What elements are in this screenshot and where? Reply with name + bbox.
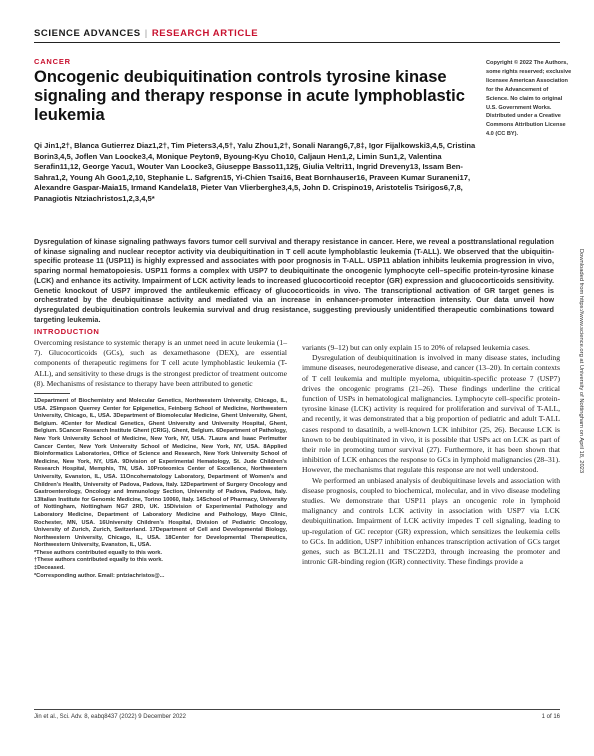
page-number: 1 of 16	[541, 714, 560, 720]
abstract: Dysregulation of kinase signaling pathways favors tumor cell survival and therapy resistance in cancer. Here, we reveal a posttranslational regulation of kinase signaling and nuclear receptor activity via deubiquitination in T cell acute lymphoblastic leukemia (T-ALL). We observed that the ubiquitin-specific protease 11 (USP11) is highly expressed and associates with poor prognosis in T-ALL. USP11 ablation inhibits leukemia progression in vivo, sparing normal hematopoiesis. USP11 forms a complex with USP7 to deubiquitinate the oncogenic lymphocyte cell–specific protein-tyrosine kinase (LCK) and enhance its activity. Impairment of LCK activity leads to increased glucocorticoid receptor (GR) expression and glucocorticoids sensitivity. Genetic knockout of USP7 improved the antileukemic efficacy of glucocorticoids in vivo. The transcriptional activation of GR target genes is orchestrated by the deubiquitinase activity and mediated via an increase in enhancer-promoter interaction intensity. Our data unveil how dysregulated deubiquitination controls leukemia survival and drug resistance, suggesting previously unidentified therapeutic combinations toward targeting leukemia.	[34, 237, 554, 324]
author-list: Qi Jin1,2†, Blanca Gutierrez Diaz1,2†, Tim Pieters3,4,5†, Yalu Zhou1,2†, Sonali Narang6,7,8‡, Igor Fijalkowski3,4,5, Cristina Borin3,4,5, Joflen Van Loocke3,4, Monique Peyton9, Byoung-Kyu Cho10, Caljaun Hen1,2, Limin Sun1,2, Valentina Serafin11,12, George Yacu1, Wouter Van Loocke3, Giuseppe Basso11,12§, Giulia Veltri11, Ingrid Dreveny13, Issam Ben-Sahra1,2, Young Ah Goo1,2,10, Stephanie L. Safgren15, Yi-Chien Tsai16, Beat Bornhauser16, Praveen Kumar Suraneni17, Alexandre Gaspar-Maia15, Irmand Kandela18, Pieter Van Vlierberghe3,4,5, John D. Crispino19, Aristotelis Tsirigos6,7,8, Panagiotis Ntziachristos1,2,3,4,5*	[34, 141, 476, 203]
article-section: RESEARCH ARTICLE	[151, 28, 259, 39]
body-paragraph: Dysregulation of deubiquitination is involved in many disease states, including immune diseases, neurodegenerative disease, and cancer (13–20). In certain contexts of T cell leukemia and multiple myeloma, ubiquitin-specific protease 7 (USP7) drives the oncogenic programs (21–26). These findings underline the critical function of USPs in hematological malignancies. Lymphocyte cell–specific protein-tyrosine kinase (LCK) activity is required for proliferation and survival of T-ALL, and recently, it was demonstrated that a big proportion of pediatric and adult T-ALL cases respond to dasatinib, a well-known LCK inhibitor (25, 26). Because LCK is known to be deubiquitinated in vivo, it is possible that USPs act on LCK as part of their role in promoting tumor survival (27). Furthermore, it has been shown that inhibition of LCK enhances the response to GCs in lymphoid malignancies (28–31). However, the mechanisms that regulate this response are not well understood.	[302, 353, 560, 475]
footer-citation: Jin et al., Sci. Adv. 8, eabq8437 (2022) 9 December 2022	[34, 714, 186, 720]
body-paragraph: variants (9–12) but can only explain 15 to 20% of relapsed leukemia cases.	[302, 343, 530, 352]
affiliations-rule	[34, 393, 70, 394]
affiliations	[34, 398, 287, 580]
download-watermark-text: Downloaded from https://www.science.org at University of Nottingham on April 18, 2023	[578, 248, 584, 474]
corresponding-author: *Corresponding author. Email: pntziachristos@...	[34, 572, 165, 579]
footer-rule	[34, 709, 560, 710]
affiliation-list: 1Department of Biochemistry and Molecular Genetics, Northwestern University, Chicago, IL, USA. 2Simpson Querrey Center for Epigenetics, Feinberg School of Medicine, Northwestern University, Chicago, IL, USA. 3Department of Biomolecular Medicine, Ghent University, Ghent, Belgium. 4Center for Medical Genetics, Ghent University and University Hospital, Ghent, Belgium. 5Cancer Research Institute Ghent (CRIG), Ghent, Belgium. 6Department of Pathology, New York University School of Medicine, New York, NY, USA. 7Laura and Isaac Perlmutter Cancer Center, New York University School of Medicine, New York, NY, USA. 8Applied Bioinformatics Laboratories, Office of Science and Research, New York University School of Medicine, New York, NY, USA. 9Division of Experimental Hematology, St. Jude Children's Research Hospital, Memphis, TN, USA. 10Proteomics Center of Excellence, Northwestern University, Evanston, IL, USA. 11Oncohematology Laboratory, Department of Women's and Children's Health, University of Padova, Padova, Italy. 12Department of Surgery Oncology and Gastroenterology, Oncology and Immunology Section, University of Padova, Padova, Italy. 13Italian Institute for Genomic Medicine, Torino 10060, Italy. 14School of Pharmacy, University of Nottingham, Nottingham NG7 2RD, UK. 15Division of Experimental Pathology and Laboratory Medicine, Department of Laboratory Medicine and Pathology, Mayo Clinic, Rochester, MN, USA. 16University Children's Hospital, Division of Pediatric Oncology, University of Zurich, Zurich, Switzerland. 17Department of Cell and Developmental Biology, Northwestern University, Chicago, IL, USA. 18Center for Developmental Therapeutics, Northwestern University, Evanston, IL, USA.	[34, 398, 287, 549]
journal-name: SCIENCE ADVANCES	[34, 28, 141, 39]
body-paragraph: We performed an unbiased analysis of deubiquitinase levels and association with disease prognosis, coupled to biochemical, molecular, and in vivo disease modeling studies. We demonstrate that USP11 plays an oncogenic role in lymphoid malignancy and controls LCK activity in association with USP7 via LCK deubiquitination. Impairment of LCK activity impedes T cell signaling, leading to up-regulation of GC receptor (GR) expression, which sensitizes the leukemia cells to GCs. In addition, USP7 inhibition enhances transcription activation of GCs target genes, such as BCL2L11 and TSC22D3, through increasing the promoter and intronic GR-binding region (IGR) connectivity. These findings provide a	[302, 475, 560, 567]
intro-heading: INTRODUCTION	[34, 327, 100, 336]
journal-header	[34, 28, 258, 39]
header-separator: |	[144, 28, 148, 39]
intro-paragraph: Overcoming resistance to systemic therapy is an unmet need in acute leukemia (1–7). Glucocorticoids (GCs), such as dexamethasone (DEX), are essential components of therapeutic regimens for T cell acute lymphoblastic leukemia (T-ALL), and sensitivity to these drugs is the strongest predictor of treatment outcome (8). Mechanisms of resistance to therapy have been attributed to genetic	[34, 338, 287, 388]
header-rule	[34, 42, 560, 43]
download-watermark	[574, 150, 586, 580]
left-column	[34, 327, 287, 580]
right-column	[302, 343, 560, 567]
copyright-notice: Copyright © 2022 The Authors, some rights reserved; exclusive licensee American Association for the Advancement of Science. No claim to original U.S. Government Works. Distributed under a Creative Commons Attribution License 4.0 (CC BY).	[486, 60, 572, 138]
equal-contribution-note: *These authors contributed equally to this work.	[34, 549, 163, 556]
article-title: Oncogenic deubiquitination controls tyrosine kinase signaling and therapy response in acute lymphoblastic leukemia	[34, 68, 465, 124]
article-category: CANCER	[34, 57, 71, 66]
equal-contribution-note: †These authors contributed equally to this work.	[34, 557, 163, 564]
deceased-note: ‡Deceased.	[34, 565, 65, 572]
